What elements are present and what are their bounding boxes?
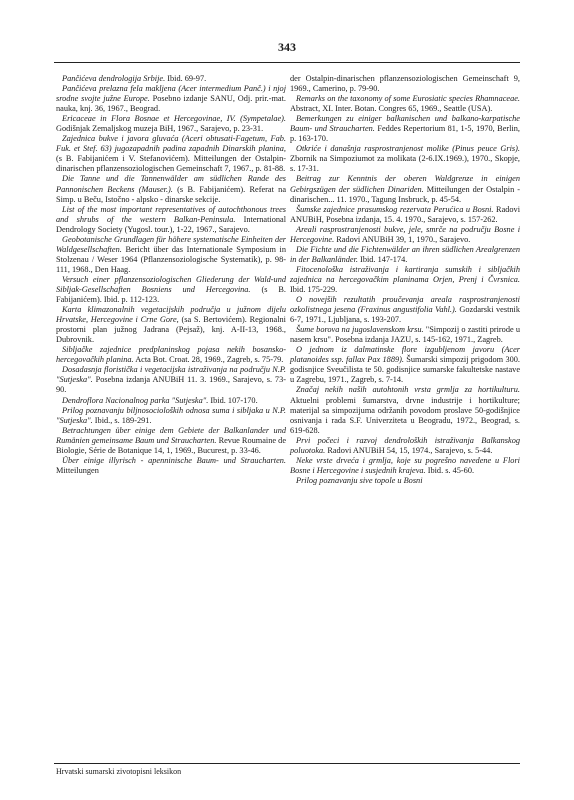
entry-title: Prvi počeci i razvoj dendroloških istraživanja Balkanskog poluotoka.: [290, 435, 520, 455]
bibliography-entry: [290, 225, 520, 245]
entry-title: Dosadasnja floristička i vegetacijska istraživanja na području N.P. "Sutjeska".: [56, 365, 286, 385]
entry-details: Ibid. 69-97.: [165, 74, 207, 83]
entry-details: "Simpozij o zastiti prirode u nasem krsu". Posebna izdanja JAZU, s. 145-162, 1971., Zagreb.: [290, 325, 520, 345]
entry-details: Bericht über das Internationale Symposium in Stolzenau / Weser 1964 (Pflanzensoziologische Systematik), p. 98-111, 1968., Den Haag.: [56, 244, 286, 274]
bibliography-entry: [56, 174, 286, 204]
entry-title: Fitocenološka istraživanja i kartiranja sumskih i sibljačkih zajednica na hercegovačkim planinama Orjen, Prenj i Čvrsnica.: [290, 264, 520, 284]
bibliography-entry: [56, 305, 286, 345]
entry-details: International Dendrology Society (Yugosl. tour.), 1-22, 1967., Sarajevo.: [56, 214, 286, 234]
entry-details: Radovi ANUBiH, Posebna izdanja, 15. 4. 1970., Sarajevo, s. 157-262.: [290, 204, 520, 224]
entry-title: Prilog poznavanju sive topole u Bosni: [296, 475, 423, 485]
entry-title: Geobotanische Grundlagen für höhere systematische Einheiten der Waldgesellschaften.: [56, 234, 286, 254]
entry-details: Ibid. 147-174.: [357, 254, 408, 264]
bibliography-entry: [56, 396, 286, 406]
bibliography-entry: [290, 295, 520, 325]
entry-title: Pančićeva dendrologija Srbije.: [62, 74, 166, 83]
entry-title: Šumske zajednice prasumskog rezervata Perućica u Bosni.: [296, 204, 494, 214]
right-column: [290, 74, 520, 486]
entry-details: Ibid. s. 45-60.: [425, 465, 475, 475]
entry-title: Remarks on the taxonomy of some Eurosiatic species Rhamnaceae.: [296, 94, 520, 104]
entry-title: Versuch einer pflanzensoziologischen Gliederung der Wald-und Sibljak-Gesellschaften Bosniens und Hercegovina.: [56, 274, 286, 294]
entry-details: Aktuelni problemi šumarstva, drvne industrije i hortikulture; materijal sa simpozijuma održanih povodom proslave 50-godišnjice osnivanja i rada S.F. Univerziteta u Beogradu, 1972., Beograd, s. 619-628.: [290, 395, 520, 435]
entry-details: Zbornik na Simpoziumot za molikata (2-6.IX.1969.), 1970., Skopje, s. 17-31.: [290, 154, 520, 174]
entry-details: Radovi ANUBiH 39, 1, 1970., Sarajevo.: [334, 234, 471, 244]
entry-title: Neke vrste drveća i grmlja, koje su pogrešno navedene u Flori Bosne i Hercegovine i susjednih krajeva.: [290, 455, 520, 475]
bibliography-entry: [290, 174, 520, 204]
page-number: 343: [278, 40, 296, 54]
entry-title: Sibljačke zajednice predplaninskog pojasa nekih bosansko-hercegovačkih planina.: [56, 345, 286, 365]
entry-title: Zajednica bukve i javora gluvaća (Aceri obtusati-Fagetum, Fab. Fuk. et Stef. 63) jugozapadnih padina zapadnih Dinarskih planina,: [56, 134, 286, 154]
entry-details: Radovi ANUBiH 54, 15, 1974., Sarajevo, s. 5-44.: [325, 445, 493, 455]
entry-title: Bemerkungen zu einiger balkanischen und balkano-karpatische Baum- und Straucharten.: [290, 114, 520, 134]
entry-details: Gozdarski vestnik 6-7, 1971., Ljubljana, s. 193-207.: [290, 305, 520, 325]
entry-details: Ibid. 107-170.: [208, 395, 258, 405]
entry-title: O novejših rezultatih proučevanja areala rasprostranjenosti ozkolistnega jesena (Fraxinus angustifolia Vahl.).: [290, 295, 520, 315]
bibliography-entry: [290, 265, 520, 295]
entry-title: Beitrag zur Kenntnis der oberen Waldgrenze in einigen Gebirgszügen der südlichen Dinariden.: [290, 174, 520, 194]
bibliography-entry: [56, 134, 286, 174]
entry-details: Abstract, XI. Inter. Botan. Congres 65, 1969., Seattle (USA).: [290, 104, 493, 114]
entry-details: der Ostalpin-dinarischen pflanzensoziologischen Gemeinschaft 9, 1969., Camerino, p. 79-90.: [290, 74, 520, 94]
entry-title: Značaj nekih naših autohtonih vrsta grmlja za hortikulturu.: [296, 385, 520, 395]
bibliography-entry: [290, 456, 520, 476]
entry-details: (s B. Fabijanićem). Referat na Simp. u Beču, Istočno - alpsko - dinarske sekcije.: [56, 184, 287, 204]
entry-title: List of the most important representatives of autochthonous trees and shrubs of the western Balkan-Peninsula.: [56, 204, 286, 224]
entry-details: Ibid. 175-229.: [290, 284, 338, 294]
bibliography-entry: [56, 456, 286, 476]
entry-title: Prilog poznavanju biljnosocioloških odnosa suma i sibljaka u N.P. "Sutjeska".: [56, 405, 286, 425]
bibliography-entry: [56, 84, 286, 114]
entry-title: O jednom iz dalmatinske flore izgubljenom javoru (Acer platanoides ssp. fallax Pax 1889).: [290, 345, 520, 365]
entry-title: Über einige illyrisch - apenninische Baum- und Straucharten.: [62, 455, 286, 465]
entry-details: Feddes Repertorium 81, 1-5, 1970, Berlin, p. 163-170.: [290, 124, 520, 144]
entry-details: (s B. Fabijanićem i V. Stefanovićem). Mitteilungen der Ostalpin-dinarischen pflanzensoziologischen Gemeinschaft 7, 1967., p. 81-88.: [56, 154, 286, 174]
entry-details: Ibid., s. 189-291.: [92, 415, 152, 425]
entry-details: Revue Roumaine de Biologie, Série de Botanique 14, 1, 1969., Bucurest, p. 33-46.: [56, 435, 286, 455]
left-column: [56, 74, 286, 476]
bibliography-entry: [290, 94, 520, 114]
bibliography-entry: [290, 345, 520, 385]
entry-details: (s B. Fabijanićem). Ibid. p. 112-123.: [56, 284, 287, 305]
entry-details: Godišnjak Zemaljskog muzeja BiH, 1967., Sarajevo, p. 23-31.: [56, 124, 264, 134]
bibliography-entry: [56, 275, 286, 305]
bibliography-entry: [290, 114, 520, 144]
bibliography-entry: [290, 476, 520, 486]
bibliography-entry: [290, 436, 520, 456]
entry-details: Posebno izdanje SANU, Odj. prir.-mat. nauka, knj. 36, 1967., Beograd.: [56, 94, 286, 114]
entry-title: Ericaceae in Flora Bosnae et Hercegovinae, IV. (Sympetalae).: [62, 114, 286, 124]
header-rule: [54, 62, 520, 63]
entry-title: Karta klimazonalnih vegetacijskih područja u južnom dijelu Hrvatske, Hercegovine i Crne Gore,: [56, 305, 286, 325]
bibliography-entry: [290, 144, 520, 174]
entry-details: Mitteilungen: [56, 465, 99, 475]
bibliography-entry: [56, 74, 286, 84]
footer-rule: [54, 763, 520, 764]
bibliography-entry: [56, 235, 286, 275]
entry-title: Dendroflora Nacionalnog parka "Sutjeska".: [62, 395, 209, 405]
entry-details: Šumarski simpozij prigodom 300. godisnjice Sveučilista te 50. godisnjice sumarske fakultetske nastave u Zagrebu, 1971., Zagreb, s. 7-14.: [290, 355, 520, 385]
bibliography-entry: [290, 385, 520, 435]
entry-title: Šume borova na jugoslavenskom krsu.: [296, 325, 424, 335]
bibliography-entry: [290, 74, 520, 94]
bibliography-entry: [290, 205, 520, 225]
entry-title: Otkriće i današnja rasprostranjenost molike (Pinus peuce Gris).: [296, 144, 520, 154]
bibliography-entry: [56, 406, 286, 426]
entry-title: Betrachtungen über einige dem Gebiete der Balkanlander und Rumänien gemeinsame Baum und Straucharten.: [56, 425, 286, 445]
entry-title: Areali rasprostranjenosti bukve, jele, smrče na području Bosne i Hercegovine.: [290, 224, 520, 244]
entry-details: (sa S. Bertovićem). Regionalni prostorni plan južnog Jadrana (Pejsaž), knj. A-II-13, 1968., Dubrovnik.: [56, 315, 286, 345]
entry-title: Pančićeva prelazna fela makljena (Acer intermedium Panč.) i njoj srodne svojte južne Europe.: [56, 84, 286, 104]
bibliography-entry: [56, 205, 286, 235]
entry-details: Mitteilungen der Ostalpin - dinarischen... 11. 1970., Tagung Insbruck, p. 45-54.: [290, 184, 520, 204]
running-footer: Hrvatski sumarski zivotopisni leksikon: [56, 767, 182, 776]
entry-title: Die Fichte und die Fichtenwälder an ihren südlichen Arealgrenzen in der Balkanländer.: [290, 244, 520, 264]
bibliography-entry: [290, 245, 520, 265]
entry-title: Die Tanne und die Tannenwälder am südlichen Rande des Pannonischen Beckens (Mauser.).: [56, 174, 286, 194]
bibliography-entry: [56, 426, 286, 456]
entry-details: Acta Bot. Croat. 28, 1969., Zagreb, s. 75-79.: [133, 355, 284, 365]
bibliography-entry: [290, 325, 520, 345]
bibliography-entry: [56, 365, 286, 395]
bibliography-entry: [56, 114, 286, 134]
entry-details: Posebna izdanja ANUBiH 11. 3. 1969., Sarajevo, s. 73-90.: [56, 375, 286, 395]
bibliography-entry: [56, 345, 286, 365]
